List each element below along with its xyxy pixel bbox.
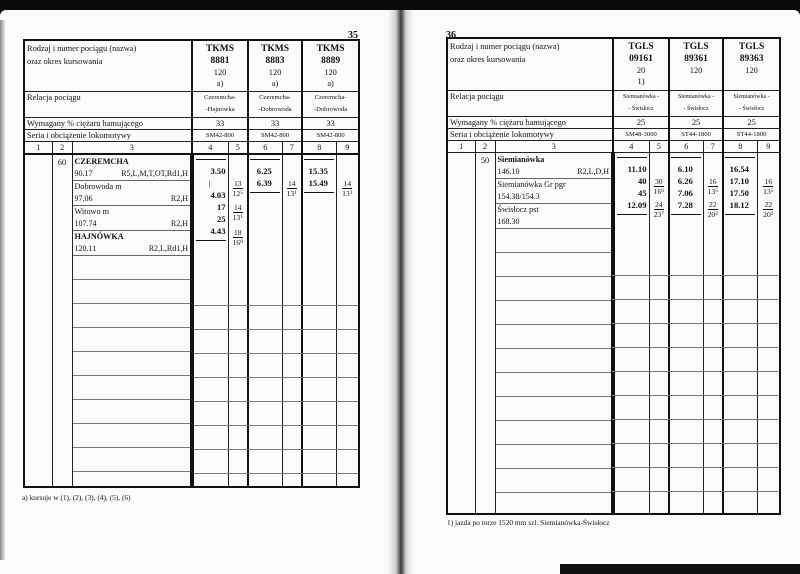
time-89363-swislocz: 18.12 bbox=[729, 199, 749, 210]
loco-09161: SM48-3000 bbox=[613, 128, 669, 140]
col-num-9: 9 bbox=[336, 141, 359, 154]
runtime-fraction: 16 $13^5$ bbox=[763, 176, 774, 196]
time-8881-czeremcha: 3.50 bbox=[210, 165, 226, 176]
col-num-3: 3 bbox=[72, 141, 192, 154]
time-8881-witowo-arr: 17 bbox=[216, 201, 226, 212]
scan-bottom-shadow bbox=[560, 564, 800, 574]
time-8883-dobrowoda: 6.39 bbox=[256, 177, 272, 188]
relation-8889: Czeremcha- -Dobrowoda bbox=[302, 91, 359, 117]
braking-8881: 33 bbox=[192, 117, 248, 129]
stations-column bbox=[495, 152, 613, 514]
time-89361-siemianowka: 6.10 bbox=[677, 163, 693, 174]
loco-89363: ST44-1800 bbox=[723, 128, 780, 140]
braking-89363: 25 bbox=[723, 116, 780, 128]
station-siemianowka-gr-pgr: Siemianówka Gr pgr 154.38/154.3 bbox=[496, 179, 612, 204]
braking-label: Wymagany % ciężaru hamującego bbox=[24, 117, 192, 129]
time-09161-swislocz: 12.09 bbox=[627, 199, 647, 210]
col-num-2: 2 bbox=[475, 140, 495, 152]
runtime-fraction: 18 $16^6$ bbox=[232, 227, 243, 247]
station-hajnowka: HAJNÓWKA 120.11 R2,L,Rd1,H bbox=[73, 231, 191, 256]
time-89361-gr-dep: 7.06 bbox=[677, 187, 693, 198]
relation-89363: Siemianówka - - Świsłocz bbox=[723, 90, 780, 116]
relation-label: Relacja pociągu bbox=[24, 91, 192, 117]
col-num-6: 6 bbox=[248, 141, 282, 154]
time-89361-swislocz: 7.28 bbox=[677, 199, 693, 210]
col-num-3: 3 bbox=[495, 140, 613, 152]
runtime-fraction: 13 $12^5$ bbox=[232, 178, 243, 198]
footnote-right: 1) jazda po torze 1520 mm szl. Siemianówka-Świsłocz bbox=[447, 518, 610, 527]
col-num-8: 8 bbox=[302, 141, 336, 154]
time-8883-czeremcha: 6.25 bbox=[256, 165, 272, 176]
runtime-fraction: 14 $13^1$ bbox=[232, 202, 243, 222]
time-09161-siemianowka: 11.10 bbox=[627, 163, 647, 174]
col-num-4: 4 bbox=[613, 140, 649, 152]
ruled-lines-left bbox=[194, 282, 358, 488]
time-09161-gr-arr: 40 bbox=[637, 175, 647, 186]
braking-89361: 25 bbox=[669, 116, 723, 128]
station-czeremcha: CZEREMCHA 90.17 R5,L,M,T,OT,Rd1,H bbox=[73, 155, 191, 181]
station-swislocz-pst: Świsłocz pst 168.30 bbox=[496, 204, 612, 229]
time-8881-witowo-dep: 25 bbox=[216, 213, 226, 224]
col-num-7: 7 bbox=[282, 141, 302, 154]
runtime-fraction: 22 $20^2$ bbox=[763, 199, 774, 219]
time-8889-dobrowoda: 15.49 bbox=[308, 177, 328, 188]
train-header-8881: TKMS 8881 120 a) bbox=[192, 40, 248, 91]
runtime-fraction: 30 $16^6$ bbox=[653, 176, 664, 196]
braking-8883: 33 bbox=[248, 117, 302, 129]
col1-body bbox=[24, 154, 52, 488]
col-num-9: 9 bbox=[757, 140, 780, 152]
header-train-label: Rodzaj i numer pociągu (nazwa) oraz okres kursowania bbox=[447, 38, 613, 90]
times-8881: 3.50 | 4.03 17 25 4.43 bbox=[192, 154, 228, 488]
train-header-8883: TKMS 8883 120 a) bbox=[248, 40, 302, 91]
loco-89361: ST44-1800 bbox=[669, 128, 723, 140]
time-8889-czeremcha: 15.35 bbox=[308, 165, 328, 176]
loco-label: Seria i obciążenie lokomotywy bbox=[24, 129, 192, 141]
page-number-right: 36 bbox=[446, 30, 456, 41]
time-89363-gr-arr: 17.10 bbox=[729, 175, 749, 186]
col-num-7: 7 bbox=[703, 140, 723, 152]
runtime-fraction: 14 $13^1$ bbox=[342, 178, 353, 198]
braking-8889: 33 bbox=[302, 117, 359, 129]
footnote-left: a) kursuje w (1), (2), (3), (4), (5), (6) bbox=[22, 493, 131, 502]
station-siemianowka: Siemianówka 146.10 R2,L,D,H bbox=[496, 153, 612, 179]
col-num-5: 5 bbox=[649, 140, 669, 152]
time-09161-gr-dep: 45 bbox=[637, 187, 647, 198]
col-num-1: 1 bbox=[447, 140, 475, 152]
col-num-6: 6 bbox=[669, 140, 703, 152]
header-train-label: Rodzaj i numer pociągu (nazwa) oraz okres kursowania bbox=[24, 40, 192, 91]
braking-09161: 25 bbox=[613, 116, 669, 128]
col-num-4: 4 bbox=[192, 141, 228, 154]
train-header-8889: TKMS 8889 120 a) bbox=[302, 40, 359, 91]
book-spine bbox=[388, 10, 414, 574]
braking-label: Wymagany % ciężaru hamującego bbox=[447, 116, 613, 128]
stations-column bbox=[72, 154, 192, 488]
speed-col2: 60 bbox=[52, 154, 72, 488]
runtime-fraction: 14 $13^1$ bbox=[286, 178, 297, 198]
relation-label: Relacja pociągu bbox=[447, 90, 613, 116]
col-num-8: 8 bbox=[723, 140, 757, 152]
runtime-fraction: 24 $23^7$ bbox=[653, 199, 664, 219]
time-8881-dobrowoda: 4.03 bbox=[210, 189, 226, 200]
col1-body bbox=[447, 152, 475, 514]
train-header-09161: TGLS 09161 20 1) bbox=[613, 38, 669, 90]
train-header-89363: TGLS 89363 120 bbox=[723, 38, 780, 90]
speed-col2: 50 bbox=[475, 152, 495, 514]
loco-8889: SM42-800 bbox=[302, 129, 359, 141]
runtime-fraction: 16 $13^5$ bbox=[707, 176, 718, 196]
relation-8881: Czeremcha- -Hajnówka bbox=[192, 91, 248, 117]
train-header-89361: TGLS 89361 120 bbox=[669, 38, 723, 90]
col-num-1: 1 bbox=[24, 141, 52, 154]
loco-8883: SM42-800 bbox=[248, 129, 302, 141]
time-89363-gr-dep: 17.50 bbox=[729, 187, 749, 198]
relation-09161: Siemianówka - - Świsłocz bbox=[613, 90, 669, 116]
station-dobrowoda: Dobrowoda m 97.06 R2,H bbox=[73, 181, 191, 206]
ruled-lines-right bbox=[612, 252, 778, 514]
station-witowo: Witowo m 107.74 R2,H bbox=[73, 206, 191, 231]
time-89363-siemianowka: 16.54 bbox=[729, 163, 749, 174]
loco-8881: SM42-800 bbox=[192, 129, 248, 141]
relation-89361: Siemianówka - - Świsłocz bbox=[669, 90, 723, 116]
runtime-fraction: 22 $20^2$ bbox=[707, 199, 718, 219]
page-edge-shadow bbox=[0, 20, 6, 560]
loco-label: Seria i obciążenie lokomotywy bbox=[447, 128, 613, 140]
page-number-left: 35 bbox=[348, 30, 358, 41]
col-num-2: 2 bbox=[52, 141, 72, 154]
col-num-5: 5 bbox=[228, 141, 248, 154]
time-89361-gr-arr: 6.26 bbox=[677, 175, 693, 186]
time-8881-hajnowka: 4.43 bbox=[210, 225, 226, 236]
relation-8883: Czeremcha- -Dobrowoda bbox=[248, 91, 302, 117]
